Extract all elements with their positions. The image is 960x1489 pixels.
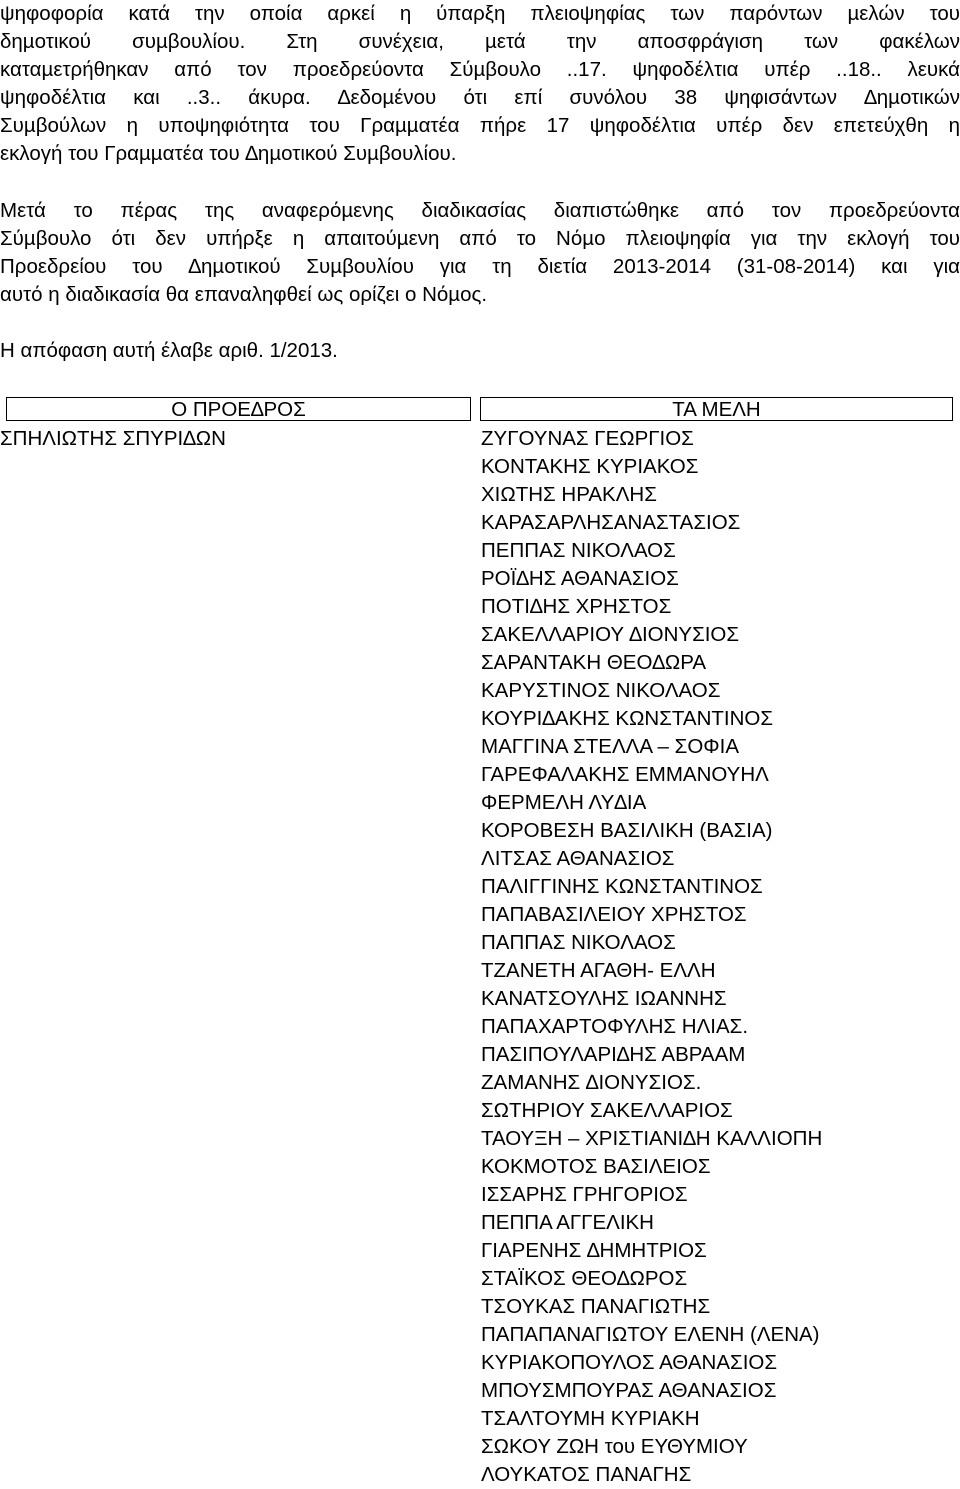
member-name: ΛΟΥΚΑΤΟΣ ΠΑΝΑΓΗΣ (481, 1463, 692, 1486)
member-name: ΣΩΤΗΡΙΟΥ ΣΑΚΕΛΛΑΡΙΟΣ (481, 1099, 733, 1122)
member-name: ΖΥΓΟΥΝΑΣ ΓΕΩΡΓΙΟΣ (481, 427, 694, 450)
member-name: ΠΟΤΙ∆ΗΣ ΧΡΗΣΤΟΣ (481, 595, 672, 618)
decision-number-line (0, 337, 960, 365)
paragraph-line: Συµβούλων η υποψηφιότητα του Γραµµατέα πήρε 17 ψηφοδέλτια υπέρ δεν επετεύχθη η (0, 114, 960, 137)
member-name: ΠΑΠΑΠΑΝΑΓΙΩΤΟΥ ΕΛΕΝΗ (ΛΕΝΑ) (481, 1323, 820, 1346)
paragraph-line: δηµοτικού συµβουλίου. Στη συνέχεια, µετά την αποσφράγιση των φακέλων (0, 30, 960, 53)
member-name: ΤΑΟΥΞΗ – ΧΡΙΣΤΙΑΝΙ∆Η ΚΑΛΛΙΟΠΗ (481, 1127, 823, 1150)
member-name: ΣΩΚΟΥ ΖΩΗ του ΕΥΘΥΜΙΟΥ (481, 1435, 748, 1458)
member-name: ΡΟΪ∆ΗΣ ΑΘΑΝΑΣΙΟΣ (481, 567, 679, 590)
member-name: ΧΙΩΤΗΣ ΗΡΑΚΛΗΣ (481, 483, 657, 506)
member-name: ΓΑΡΕΦΑΛΑΚΗΣ ΕΜΜΑΝΟΥΗΛ (481, 763, 769, 786)
member-name: ΠΕΠΠΑ ΑΓΓΕΛΙΚΗ (481, 1211, 654, 1234)
paragraph-line: ψηφοφορία κατά την οποία αρκεί η ύπαρξη πλειοψηφίας των παρόντων µελών του (0, 2, 960, 25)
vote-count-paragraph (0, 0, 960, 168)
member-name: ΠΑΛΙΓΓΙΝΗΣ ΚΩΝΣΤΑΝΤΙΝΟΣ (481, 875, 763, 898)
signatures-section (0, 397, 960, 1489)
member-name: ΛΙΤΣΑΣ ΑΘΑΝΑΣΙΟΣ (481, 847, 675, 870)
member-name: ΠΑΠΠΑΣ ΝΙΚΟΛΑΟΣ (481, 931, 676, 954)
member-name: ΠΑΠΑΒΑΣΙΛΕΙΟΥ ΧΡΗΣΤΟΣ (481, 903, 747, 926)
member-name: ΠΑΣΙΠΟΥΛΑΡΙ∆ΗΣ ΑΒΡΑΑΜ (481, 1043, 746, 1066)
president-heading: Ο ΠΡΟΕ∆ΡΟΣ (6, 397, 471, 421)
paragraph-line: Σύµβουλο ότι δεν υπήρξε η απαιτούµενη από το Νόµο πλειοψηφία για την εκλογή του (0, 227, 960, 250)
member-name: ΚΥΡΙΑΚΟΠΟΥΛΟΣ ΑΘΑΝΑΣΙΟΣ (481, 1351, 778, 1374)
member-name: ΣΑΡΑΝΤΑΚΗ ΘΕΟ∆ΩΡΑ (481, 651, 707, 674)
members-heading: ΤΑ ΜΕΛΗ (480, 397, 953, 421)
paragraph-line: Μετά το πέρας της αναφερόµενης διαδικασίας διαπιστώθηκε από τον προεδρεύοντα (0, 199, 960, 222)
member-name: ΤΖΑΝΕΤΗ ΑΓΑΘΗ- ΕΛΛΗ (481, 959, 716, 982)
member-name: ΤΣΑΛΤΟΥΜΗ ΚΥΡΙΑΚΗ (481, 1407, 700, 1430)
member-name: ΤΣΟΥΚΑΣ ΠΑΝΑΓΙΩΤΗΣ (481, 1295, 711, 1318)
member-name: ΓΙΑΡΕΝΗΣ ∆ΗΜΗΤΡΙΟΣ (481, 1239, 707, 1262)
member-name: ΦΕΡΜΕΛΗ ΛΥ∆ΙΑ (481, 791, 647, 814)
paragraph-line: ψηφοδέλτια και ..3.. άκυρα. ∆εδοµένου ότι επί συνόλου 38 ψηφισάντων ∆ηµοτικών (0, 86, 960, 109)
president-name: ΣΠΗΛΙΩΤΗΣ ΣΠΥΡΙ∆ΩΝ (0, 427, 226, 450)
member-name: ΠΑΠΑΧΑΡΤΟΦΥΛΗΣ ΗΛΙΑΣ. (481, 1015, 749, 1038)
member-name: ΙΣΣΑΡΗΣ ΓΡΗΓΟΡΙΟΣ (481, 1183, 688, 1206)
member-name: ΚΑΡΥΣΤΙΝΟΣ ΝΙΚΟΛΑΟΣ (481, 679, 721, 702)
member-name: ΜΠΟΥΣΜΠΟΥΡΑΣ ΑΘΑΝΑΣΙΟΣ (481, 1379, 777, 1402)
member-name: ΚΟΥΡΙ∆ΑΚΗΣ ΚΩΝΣΤΑΝΤΙΝΟΣ (481, 707, 774, 730)
paragraph-line: καταµετρήθηκαν από τον προεδρεύοντα Σύµβουλο ..17. ψηφοδέλτια υπέρ ..18.. λευκά (0, 58, 960, 81)
procedure-outcome-paragraph (0, 197, 960, 309)
member-name: ΚΑΝΑΤΣΟΥΛΗΣ ΙΩΑΝΝΗΣ (481, 987, 727, 1010)
member-name: ΣΑΚΕΛΛΑΡΙΟΥ ∆ΙΟΝΥΣΙΟΣ (481, 623, 740, 646)
member-name: ΖΑΜΑΝΗΣ ∆ΙΟΝΥΣΙΟΣ. (481, 1071, 702, 1094)
paragraph-line: εκλογή του Γραµµατέα του ∆ηµοτικού Συµβουλίου. (0, 142, 457, 165)
member-name: ΣΤΑΪΚΟΣ ΘΕΟ∆ΩΡΟΣ (481, 1267, 688, 1290)
member-name: ΚΟΝΤΑΚΗΣ ΚΥΡΙΑΚΟΣ (481, 455, 699, 478)
paragraph-line: Προεδρείου του ∆ηµοτικού Συµβουλίου για τη διετία 2013-2014 (31-08-2014) και για (0, 255, 960, 278)
member-name: ΠΕΠΠΑΣ ΝΙΚΟΛΑΟΣ (481, 539, 676, 562)
member-name: ΚΟΡΟΒΕΣΗ ΒΑΣΙΛΙΚΗ (ΒΑΣΙΑ) (481, 819, 773, 842)
members-list (481, 425, 822, 1489)
member-name: ΜΑΓΓΙΝΑ ΣΤΕΛΛΑ – ΣΟΦΙΑ (481, 735, 740, 758)
paragraph-line: αυτό η διαδικασία θα επαναληφθεί ως ορίζει ο Νόµος. (0, 283, 488, 306)
member-name: ΚΑΡΑΣΑΡΛΗΣΑΝΑΣΤΑΣΙΟΣ (481, 511, 741, 534)
member-name: ΚΟΚΜΟΤΟΣ ΒΑΣΙΛΕΙΟΣ (481, 1155, 711, 1178)
decision-text: Η απόφαση αυτή έλαβε αριθ. 1/2013. (0, 339, 338, 362)
